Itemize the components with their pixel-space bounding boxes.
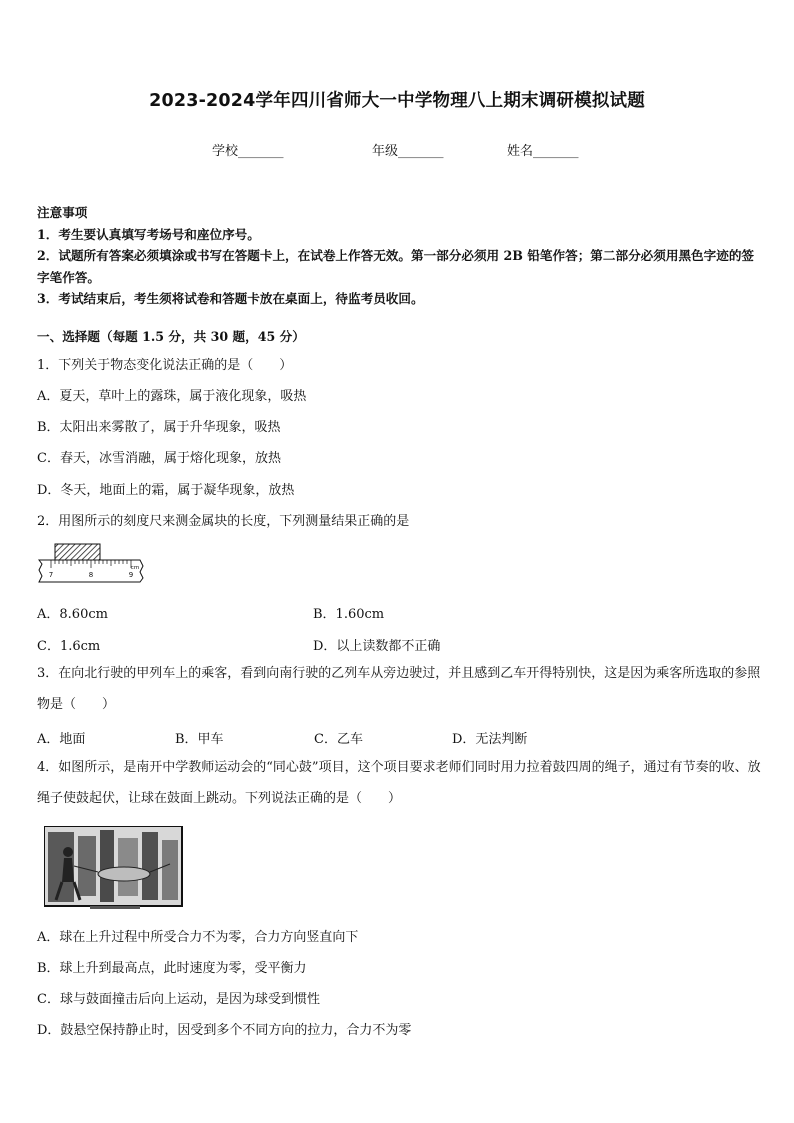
name-field[interactable]: 姓名_______	[507, 144, 579, 159]
school-field[interactable]: 学校_______	[212, 144, 284, 159]
question-4-option-b[interactable]: B．球上升到最高点，此时速度为零，受平衡力	[37, 961, 307, 976]
question-3-option-a[interactable]: A．地面	[37, 732, 86, 747]
metal-block	[55, 544, 100, 560]
question-4-option-c[interactable]: C．球与鼓面撞击后向上运动，是因为球受到惯性	[37, 992, 320, 1007]
ruler-label-cm: cm	[130, 565, 140, 571]
note-item: 3．考试结束后，考生须将试卷和答题卡放在桌面上，待监考员收回。	[37, 291, 424, 306]
question-3-option-b[interactable]: B．甲车	[175, 732, 224, 747]
question-4-stem: 4．如图所示，是南开中学教师运动会的“同心鼓”项目，这个项目要求老师们同时用力拉着鼓四周的绳子，通过有节奏的收、放绳子使鼓起伏，让球在鼓面上跳动。下列说法正确的是（ ）	[37, 760, 761, 806]
question-2-option-c[interactable]: C．1.6cm	[37, 639, 101, 654]
drum-photo	[44, 826, 184, 914]
question-2-option-a[interactable]: A．8.60cm	[37, 607, 108, 622]
ruler-figure	[37, 542, 147, 584]
question-3-option-c[interactable]: C．乙车	[314, 732, 363, 747]
student-info-row	[0, 140, 794, 160]
note-item: 1．考生要认真填写考场号和座位序号。	[37, 226, 260, 242]
question-1-stem: 1．下列关于物态变化说法正确的是（ ）	[37, 358, 293, 373]
question-2-option-d[interactable]: D．以上读数都不正确	[313, 639, 441, 654]
note-item: 2．试题所有答案必须填涂或书写在答题卡上，在试卷上作答无效。第一部分必须用 2B 铅笔作答；第二部分必须用黑色字迹的签字笔作答。	[37, 248, 755, 285]
question-4-option-a[interactable]: A．球在上升过程中所受合力不为零，合力方向竖直向下	[37, 930, 359, 945]
question-3-stem: 3．在向北行驶的甲列车上的乘客，看到向南行驶的乙列车从旁边驶过，并且感到乙车开得特别快，这是因为乘客所选取的参照物是（ ）	[37, 666, 761, 712]
question-2-stem: 2．用图所示的刻度尺来测金属块的长度，下列测量结果正确的是	[37, 514, 410, 529]
question-1-option-a[interactable]: A．夏天，草叶上的露珠，属于液化现象，吸热	[37, 389, 307, 404]
question-1-option-c[interactable]: C．春天，冰雪消融，属于熔化现象，放热	[37, 451, 281, 466]
question-1-option-b[interactable]: B．太阳出来雾散了，属于升华现象，吸热	[37, 420, 281, 435]
section-heading: 一、选择题（每题 1.5 分，共 30 题，45 分）	[37, 329, 305, 344]
grade-field[interactable]: 年级_______	[372, 144, 444, 159]
page-title: 2023-2024学年四川省师大一中学物理八上期末调研模拟试题	[149, 91, 645, 111]
notes-block	[37, 202, 761, 310]
notes-heading: 注意事项	[37, 205, 88, 220]
question-2-option-b[interactable]: B．1.60cm	[313, 607, 385, 622]
ruler-label-7: 7	[48, 571, 54, 579]
ruler-label-8: 8	[88, 571, 94, 579]
question-4-option-d[interactable]: D．鼓悬空保持静止时，因受到多个不同方向的拉力，合力不为零	[37, 1023, 412, 1038]
question-1-option-d[interactable]: D．冬天，地面上的霜，属于凝华现象，放热	[37, 483, 295, 498]
ruler-label-9: 9	[128, 571, 134, 579]
question-3-option-d[interactable]: D．无法判断	[452, 732, 528, 747]
